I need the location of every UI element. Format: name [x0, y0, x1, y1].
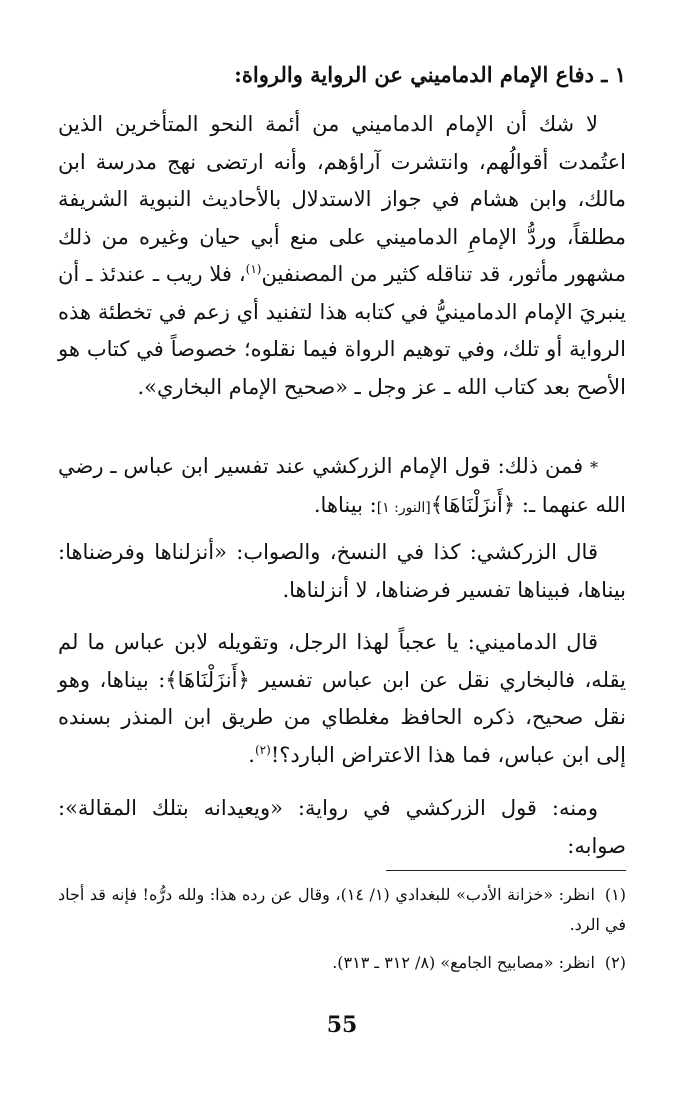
footnote-2-number: (٢) — [604, 953, 626, 972]
footnote-1 — [58, 880, 626, 940]
paragraph-damamini-reply — [58, 624, 626, 774]
footnote-1-text: انظر: «خزانة الأدب» للبغدادي (١/ ١٤)، وقال عن رده هذا: ولله درُّه! فإنه قد أجاد في الرد. — [58, 885, 626, 934]
paragraph-damamini-reply-end: . — [248, 742, 255, 767]
footnote-1-number: (١) — [604, 885, 627, 904]
section-heading: ١ ـ دفاع الإمام الدماميني عن الرواية والرواة: — [234, 62, 626, 87]
footnote-marker-2[interactable]: (٢) — [254, 742, 271, 757]
paragraph-second-example: ومنه: قول الزركشي في رواية: «ويعيدانه بتلك المقالة»: صوابه: — [58, 796, 626, 858]
footnote-separator — [386, 870, 626, 871]
quran-reference: [النور: ١] — [376, 499, 431, 516]
paragraph-first-example-ending: : بيناها. — [313, 492, 377, 517]
quran-quote-2: ﴿أَنزَلْنَاهَا﴾ — [165, 667, 250, 692]
footnote-2-text: انظر: «مصابيح الجامع» (٨/ ٣١٢ ـ ٣١٣). — [332, 953, 595, 972]
footnote-marker-1[interactable]: (١) — [245, 262, 262, 276]
paragraph-zarkashi-correction: قال الزركشي: كذا في النسخ، والصواب: «أنزلناها وفرضناها: بيناها، فبيناها تفسير فرضناها، لا أنزلناها. — [58, 540, 626, 602]
quran-quote: ﴿أَنزَلْنَاهَا﴾ — [430, 492, 516, 517]
footnotes-section — [58, 880, 626, 986]
paragraph-damamini-reply-continued: : بيناها، وهو نقل صحيح، ذكره الحافظ مغلطاي من طريق ابن المنذر بسنده إلى ابن عباس، فما هذا الاعتراض البارد؟! — [58, 667, 626, 767]
paragraph-intro-text-continued: ، فلا ريب ـ عندئذ ـ أن ينبريَ الإمام الدمامينيُّ في كتابه هذا لتفنيد أي زعم في تخطئة هذه الرواية أو تلك، وفي توهيم الرواة فيما نقلوه؛ خصوصاً في كتاب هو الأصح بعد كتاب الله ـ عز وجل ـ «صحيح الإمام البخاري». — [58, 262, 626, 399]
page-number: 55 — [326, 1012, 358, 1038]
footnote-2 — [58, 948, 626, 978]
paragraph-first-example — [58, 448, 626, 527]
paragraph-intro-text: لا شك أن الإمام الدماميني من أئمة النحو المتأخرين الذين اعتُمدت أقوالُهم، وانتشرت آراؤهم، وأنه ارتضى نهج مدرسة ابن مالك، وابن هشام في جواز الاستدلال بالأحاديث النبوية الشريفة مطلقاً، وردُّ الإمامِ الدماميني على منع أبي حيان وغيره من ذلك مشهور مأثور، قد تناقله كثير من المصنفين — [58, 112, 626, 286]
star-bullet: * — [590, 458, 599, 477]
paragraph-intro — [58, 106, 626, 406]
paragraph-first-example-text: فمن ذلك: قول الإمام الزركشي عند تفسير ابن عباس ـ رضي الله عنهما ـ: — [58, 454, 626, 517]
paragraph-damamini-reply-text: قال الدماميني: يا عجباً لهذا الرجل، وتقويله لابن عباس ما لم يقله، فالبخاري نقل عن ابن عباس تفسير — [58, 630, 626, 692]
